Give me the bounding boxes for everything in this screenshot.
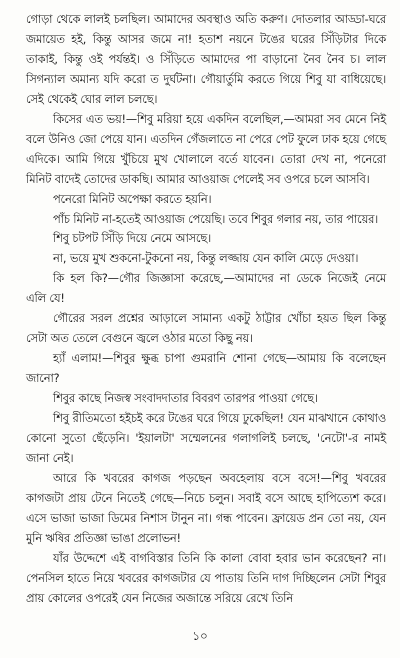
paragraph: শিবু রীতিমতো হইচই করে টঙের ঘরে গিয়ে ঢুকেছিল! যেন মাঝখানে কোথাও কোনো সুতো ছেঁড়েনি। 'ইয়ালটা' সম্মেলনের গলাগলিই চলছে, 'নেটো'-র নামই জানা নেই। — [26, 412, 386, 465]
page-number: ১০ — [192, 629, 208, 643]
paragraph: হ্যাঁ এলাম!—শিবুর ক্ষুব্ধ চাপা গুমরানি শোনা গেছে—আমায় কি বলেছেন জানো? — [26, 352, 386, 386]
paragraph: পনেরো মিনিট অপেক্ষা করতে হয়নি। — [53, 192, 212, 206]
paragraph: শিবু চটপট সিঁড়ি দিয়ে নেমে আসছে। — [53, 232, 212, 246]
paragraph: কিসের এত ভয়!—শিবু মরিয়া হয়ে একদিন বলেছিল,—আমরা সব মেনে নিই বলে উনিও জো পেয়ে যান। এতদিন গেঁজলাতে না পেরে পেট ফুলে ঢাক হয়ে গেছে এদিকে। আমি গিয়ে খুঁচিয়ে মুখ খোলালে বর্তে যাবেন। তোরা দেখ না, পনেরো মিনিট বাদেই তোদের ডাকছি। আমার আওয়াজ পেলেই সব ওপরে চলে আসবি। — [26, 112, 386, 186]
paragraph: পাঁচ মিনিট না-হতেই আওয়াজ পেয়েছি। তবে শিবুর গলার নয়, তার পায়ের। — [53, 212, 379, 226]
paragraph: যাঁর উদ্দেশে এই বাগবিস্তার তিনি কি কালা বোবা হবার ভান করেছেন? না। পেনসিল হাতে নিয়ে খবরের কাগজটার যে পাতায় তিনি দাগ দিচ্ছিলেন সেটা শিবুর প্রায় কোলের ওপরেই যেন নিজের অজান্তে সরিয়ে রেখে তিনি — [26, 551, 386, 605]
paragraph: না, ভয়ে মুখ শুকনো-টুকনো নয়, কিন্তু লজ্জায় যেন কালি মেড়ে দেওয়া। — [53, 252, 359, 266]
paragraph: গোড়া থেকে লালই চলছিল। আমাদের অবস্থাও অতি করুণ। দোতলার আড্ডা-ঘরে জমায়েত হই, কিন্তু আসর জমে না! হতাশ নয়নে টঙের ঘরের সিঁড়িটার দিকে তাকাই, কিন্তু ওই পর্যন্তই। ও সিঁড়িতে আমাদের পা বাড়ানো নৈব নৈব চ। লাল সিগন্যাল অমান্য যদি করো ত দুর্ঘটনা। গৌয়ার্তুমি করতে গিয়ে শিবু যা বাধিয়েছে। সেই থেকেই ঘোর লাল চলছে। — [26, 13, 386, 106]
paragraph: গৌরের সরল প্রশ্নের আড়ালে সামান্য একটু ঠাট্টার খোঁচা হয়ত ছিল কিন্তু সেটা অত তেলে বেগুনে জ্বলে ওঠার মতো কিছু নয়। — [26, 312, 386, 346]
paragraph: আরে কি খবরের কাগজ পড়ছেন অবহেলায় বসে বসে!—শিবু খবরের কাগজটা প্রায় টেনে নিতেই গেছে—নিচে চলুন। সবাই বসে আছে হাপিত্যেশ করে। এসে ভাজা ভাজা ডিমের নিশাস টানুন না। গন্ধ পাবেন। ফ্রায়েড প্রন তো নয়, যেন মুনি ঋষির প্রতিজ্ঞা ভাঙা প্রলোভন! — [26, 471, 386, 545]
body-text — [26, 10, 386, 609]
paragraph: শিবুর কাছে নিজস্ব সংবাদদাতার বিবরণ তারপর পাওয়া গেছে। — [53, 392, 318, 406]
paragraph: কি হল কি?—গৌর জিজ্ঞাসা করেছে,—আমাদের না ডেকে নিজেই নেমে এলি যে! — [26, 272, 386, 306]
